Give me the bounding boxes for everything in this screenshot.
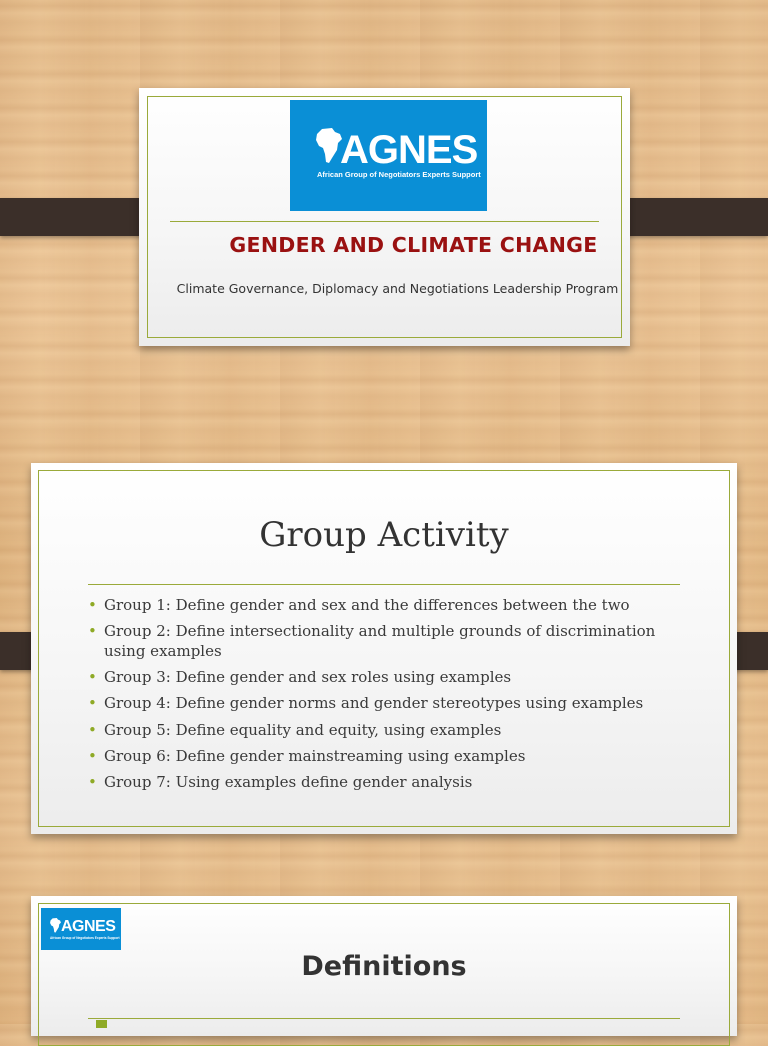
- list-item-text: Group 6: Define gender mainstreaming using examples: [104, 746, 526, 765]
- slide-heading: Definitions: [301, 951, 467, 982]
- bullet-icon: •: [88, 746, 97, 765]
- divider: [88, 584, 680, 585]
- list-item-text: Group 3: Define gender and sex roles using examples: [104, 668, 512, 687]
- list-item-text: Group 1: Define gender and sex and the differences between the two: [104, 596, 630, 614]
- list-item: [88, 622, 698, 661]
- slide-title: [139, 88, 630, 346]
- divider: [88, 1018, 680, 1019]
- list-item-text: Group 2: Define intersectionality and multiple grounds of discrimination using examples: [104, 622, 656, 660]
- slide-definitions: [31, 896, 737, 1036]
- list-item: [88, 596, 698, 616]
- bullet-icon: •: [88, 668, 97, 687]
- africa-icon: [50, 918, 61, 933]
- bullet-icon: [96, 1020, 107, 1028]
- list-item-text: Group 7: Using examples define gender analysis: [104, 773, 473, 792]
- slide-title-text: GENDER AND CLIMATE CHANGE: [229, 233, 598, 257]
- slide-subtitle: Climate Governance, Diplomacy and Negotiations Leadership Program: [176, 281, 619, 296]
- slide-group-activity: [31, 463, 737, 834]
- list-item: [88, 747, 698, 767]
- bullet-icon: •: [88, 720, 97, 739]
- list-item: [88, 773, 698, 793]
- logo-wordmark: AGNES: [61, 918, 116, 935]
- logo-wordmark: AGNES: [340, 128, 478, 172]
- list-item: [88, 721, 698, 741]
- slide-heading: Group Activity: [259, 515, 509, 555]
- bullet-icon: •: [88, 773, 97, 792]
- bullet-icon: •: [88, 622, 97, 641]
- logo-tagline: African Group of Negotiators Experts Support: [50, 936, 120, 940]
- divider: [170, 221, 599, 222]
- list-item: [88, 694, 698, 714]
- band-right-1: [613, 198, 768, 236]
- africa-icon: [316, 128, 342, 164]
- list-item-text: Group 4: Define gender norms and gender stereotypes using examples: [104, 694, 644, 713]
- bullet-icon: •: [88, 596, 97, 614]
- activity-list: [88, 596, 698, 800]
- list-item: [88, 668, 698, 688]
- logo-tagline: African Group of Negotiators Experts Support: [317, 170, 481, 179]
- list-item-text: Group 5: Define equality and equity, using examples: [104, 720, 502, 739]
- band-left-1: [0, 198, 156, 236]
- bullet-icon: •: [88, 694, 97, 713]
- agnes-logo-small: [41, 908, 121, 950]
- agnes-logo: [290, 100, 487, 211]
